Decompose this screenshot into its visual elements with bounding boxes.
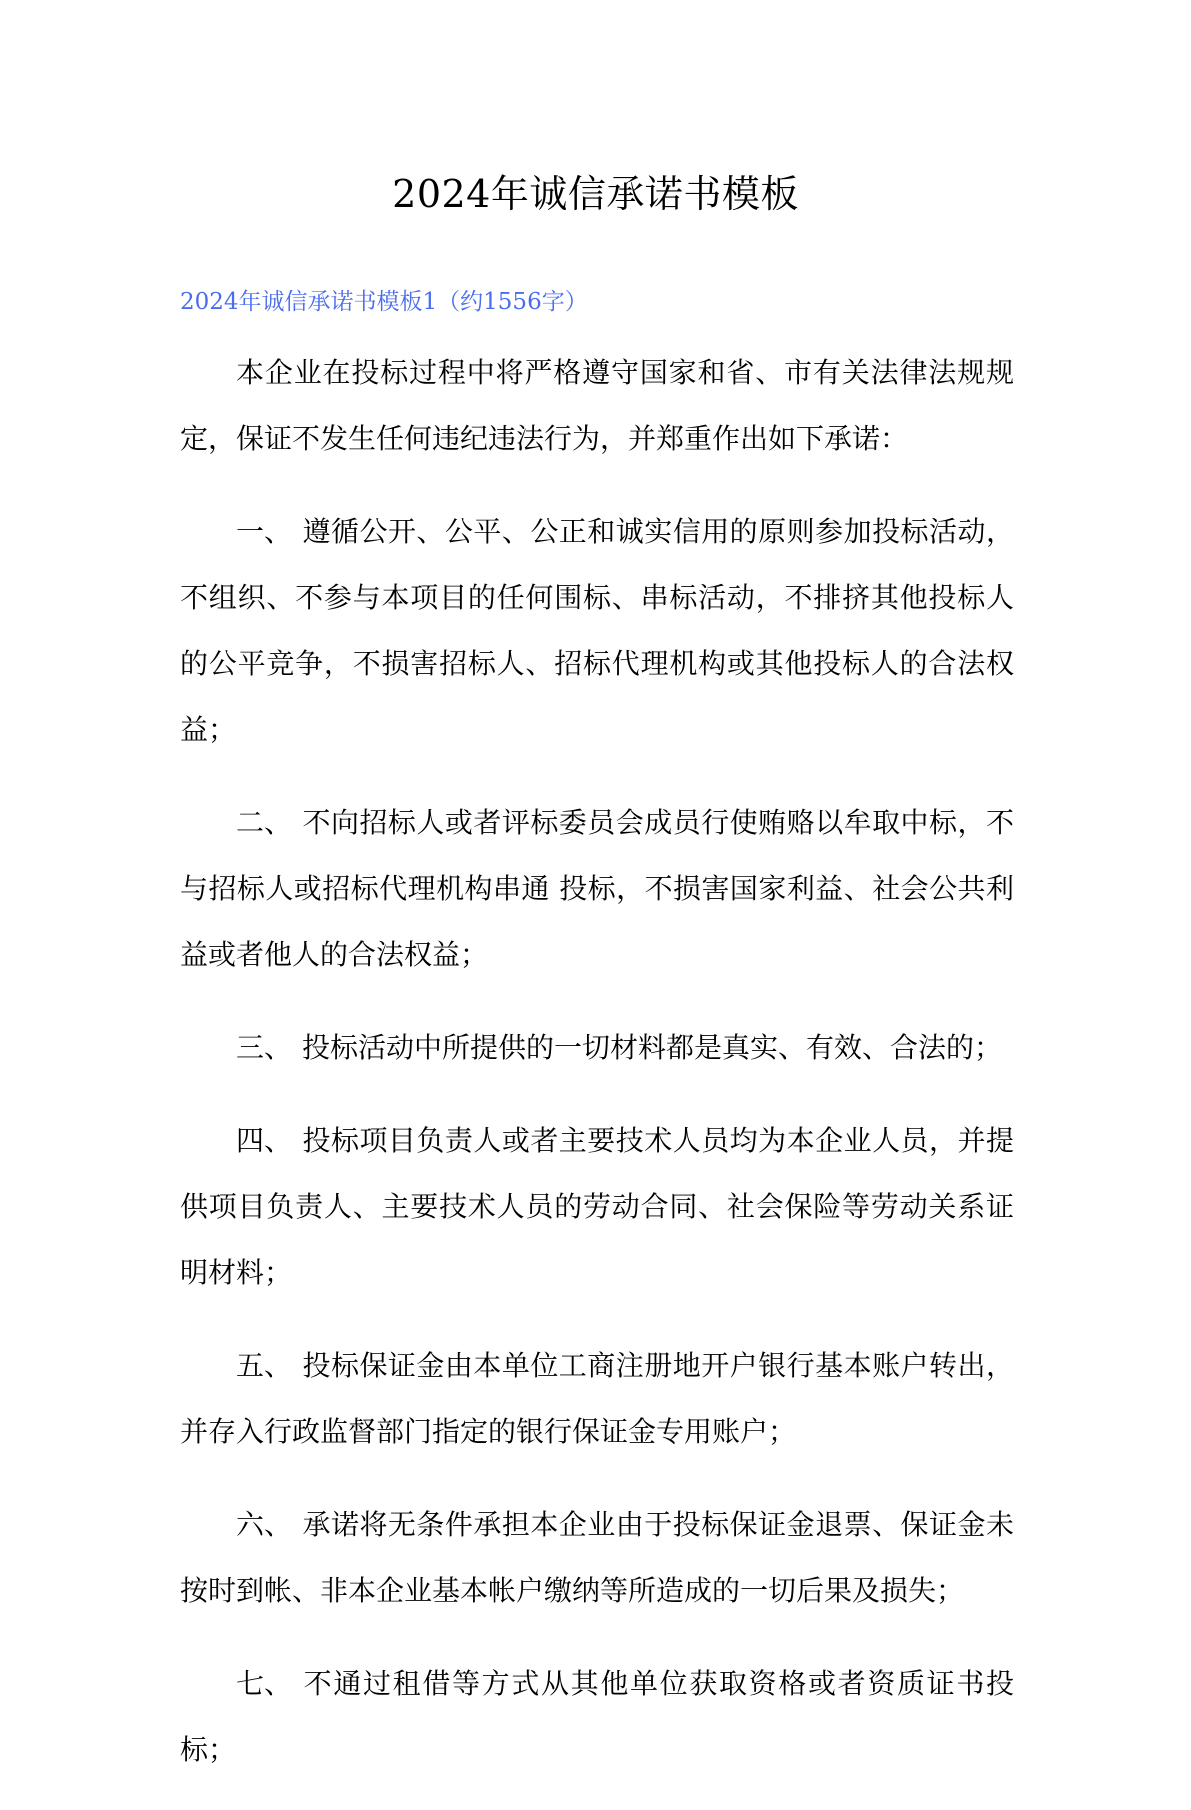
clause-number: 三、 xyxy=(236,1031,293,1064)
clause-5 xyxy=(180,1333,1014,1465)
clause-text: 投标项目负责人或者主要技术人员均为本企业人员，并提供项目负责人、主要技术人员的劳动合同、社会保险等劳动关系证明材料； xyxy=(180,1124,1014,1289)
clause-6 xyxy=(180,1492,1014,1624)
clause-number: 六、 xyxy=(236,1508,293,1541)
clause-number: 五、 xyxy=(236,1349,293,1382)
clause-number: 七、 xyxy=(236,1667,293,1700)
clause-text: 投标保证金由本单位工商注册地开户银行基本账户转出，并存入行政监督部门指定的银行保证金专用账户； xyxy=(180,1349,1014,1448)
document-title: 2024年诚信承诺书模板 xyxy=(392,172,799,216)
clause-number: 四、 xyxy=(236,1124,293,1157)
clause-text: 遵循公开、公平、公正和诚实信用的原则参加投标活动，不组织、不参与本项目的任何围标、串标活动，不排挤其他投标人的公平竞争，不损害招标人、招标代理机构或其他投标人的合法权益； xyxy=(180,515,1014,746)
clause-4 xyxy=(180,1108,1014,1306)
section-link[interactable]: 2024年诚信承诺书模板1（约1556字） xyxy=(180,289,588,315)
clause-number: 一、 xyxy=(236,515,293,548)
clause-text: 投标活动中所提供的一切材料都是真实、有效、合法的； xyxy=(302,1031,1003,1064)
clause-text: 承诺将无条件承担本企业由于投标保证金退票、保证金未按时到帐、非本企业基本帐户缴纳等所造成的一切后果及损失； xyxy=(180,1508,1014,1607)
intro-paragraph: 本企业在投标过程中将严格遵守国家和省、市有关法律法规规定，保证不发生任何违纪违法行为，并郑重作出如下承诺： xyxy=(180,356,1014,455)
clause-text: 不通过租借等方式从其他单位获取资格或者资质证书投标； xyxy=(180,1667,1014,1766)
clause-3 xyxy=(180,1015,1014,1081)
clause-2 xyxy=(180,790,1014,988)
document-body xyxy=(180,340,1014,1810)
clause-number: 二、 xyxy=(236,806,293,839)
clause-7 xyxy=(180,1651,1014,1783)
clause-1 xyxy=(180,499,1014,763)
clause-text: 不向招标人或者评标委员会成员行使贿赂以牟取中标，不与招标人或招标代理机构串通 投标，不损害国家利益、社会公共利益或者他人的合法权益； xyxy=(180,806,1014,971)
